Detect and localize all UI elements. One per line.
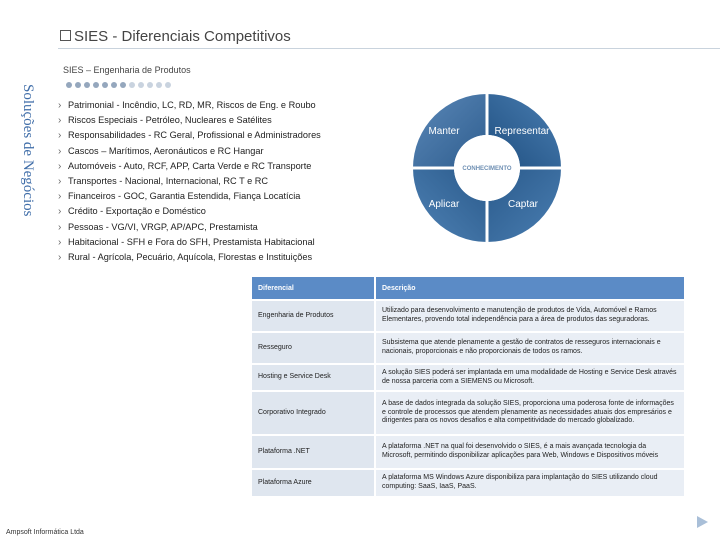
list-item: › Cascos – Marítimos, Aeronáuticos e RC Hangar — [58, 144, 358, 159]
differential-description: Utilizado para desenvolvimento e manutenção de produtos de Vida, Automóvel e Ramos Elementares, provendo total independência para a área de produtos das seguradoras. — [374, 301, 684, 331]
dot-icon — [120, 82, 126, 88]
next-slide-arrow-icon[interactable] — [697, 516, 708, 528]
list-item: › Automóveis - Auto, RCF, APP, Carta Verde e RC Transporte — [58, 159, 358, 174]
list-item: › Transportes - Nacional, Internacional, RC T e RC — [58, 174, 358, 189]
table-row — [252, 365, 684, 390]
dot-icon — [102, 82, 108, 88]
list-item: › Riscos Especiais - Petróleo, Nucleares e Satélites — [58, 113, 358, 128]
title-divider — [58, 48, 720, 49]
differential-description: A plataforma MS Windows Azure disponibiliza para implantação do SIES utilizando cloud computing: SaaS, IaaS, PaaS. — [374, 470, 684, 496]
list-item: › Rural - Agrícola, Pecuário, Aquícola, Florestas e Instituições — [58, 250, 358, 265]
label-captar: Captar — [507, 199, 539, 210]
differential-name: Plataforma .NET — [252, 436, 374, 468]
dot-icon — [111, 82, 117, 88]
table-row — [252, 470, 684, 496]
slide-subtitle: SIES – Engenharia de Produtos — [63, 65, 191, 75]
dot-icon — [93, 82, 99, 88]
list-item: › Pessoas - VG/VI, VRGP, AP/APC, Prestamista — [58, 220, 358, 235]
differential-description: Subsistema que atende plenamente a gestão de contratos de resseguros internacionais e nacionais, proporcionais e não proporcionais de todos os ramos. — [374, 333, 684, 363]
differential-name: Corporativo Integrado — [252, 392, 374, 434]
differential-name: Engenharia de Produtos — [252, 301, 374, 331]
label-manter: Manter — [428, 126, 460, 137]
differential-name: Resseguro — [252, 333, 374, 363]
column-header: Diferencial — [252, 277, 374, 299]
decorative-dots — [66, 82, 171, 88]
dot-icon — [138, 82, 144, 88]
differential-description: A plataforma .NET na qual foi desenvolvido o SIES, é a mais avançada tecnologia da Microsoft, permitindo disponibilizar aplicações para Web, Windows e Dispositivos móveis — [374, 436, 684, 468]
dot-icon — [147, 82, 153, 88]
list-item: › Financeiros - GOC, Garantia Estendida, Fiança Locatícia — [58, 189, 358, 204]
dot-icon — [156, 82, 162, 88]
slide-title — [60, 28, 291, 45]
label-aplicar: Aplicar — [428, 199, 460, 210]
list-item: › Patrimonial - Incêndio, LC, RD, MR, Riscos de Eng. e Roubo — [58, 98, 358, 113]
checkbox-square-icon — [60, 30, 71, 41]
knowledge-cycle-diagram — [402, 88, 572, 248]
differential-name: Hosting e Service Desk — [252, 365, 374, 390]
slide-title-text: SIES - Diferenciais Competitivos — [74, 28, 291, 45]
table-header-row — [252, 277, 684, 299]
dot-icon — [129, 82, 135, 88]
list-item: › Habitacional - SFH e Fora do SFH, Prestamista Habitacional — [58, 235, 358, 250]
differential-description: A base de dados integrada da solução SIES, proporciona uma poderosa fonte de informações e controle de processos que atendem plenamente as necessidades atuais dos empresários e dirigentes para os novos desafios e alta competitividade do mercado globalizado. — [374, 392, 684, 434]
table-row — [252, 301, 684, 331]
column-header: Descrição — [374, 277, 684, 299]
differential-description: A solução SIES poderá ser implantada em uma modalidade de Hosting e Service Desk através de nossa parceria com a SIEMENS ou Microsoft. — [374, 365, 684, 390]
dot-icon — [165, 82, 171, 88]
differentials-table — [252, 275, 684, 498]
label-conhecimento: CONHECIMENTO — [462, 166, 512, 172]
label-representar: Representar — [494, 126, 550, 137]
product-line-list — [58, 98, 358, 265]
footer-company: Ampsoft Informática Ltda — [6, 529, 84, 536]
table-row — [252, 333, 684, 363]
table-row — [252, 392, 684, 434]
list-item: › Responsabilidades - RC Geral, Profissional e Administradores — [58, 128, 358, 143]
dot-icon — [75, 82, 81, 88]
side-section-label: Soluções de Negócios — [20, 84, 36, 217]
table-row — [252, 436, 684, 468]
dot-icon — [66, 82, 72, 88]
list-item: › Crédito - Exportação e Doméstico — [58, 204, 358, 219]
dot-icon — [84, 82, 90, 88]
differential-name: Plataforma Azure — [252, 470, 374, 496]
